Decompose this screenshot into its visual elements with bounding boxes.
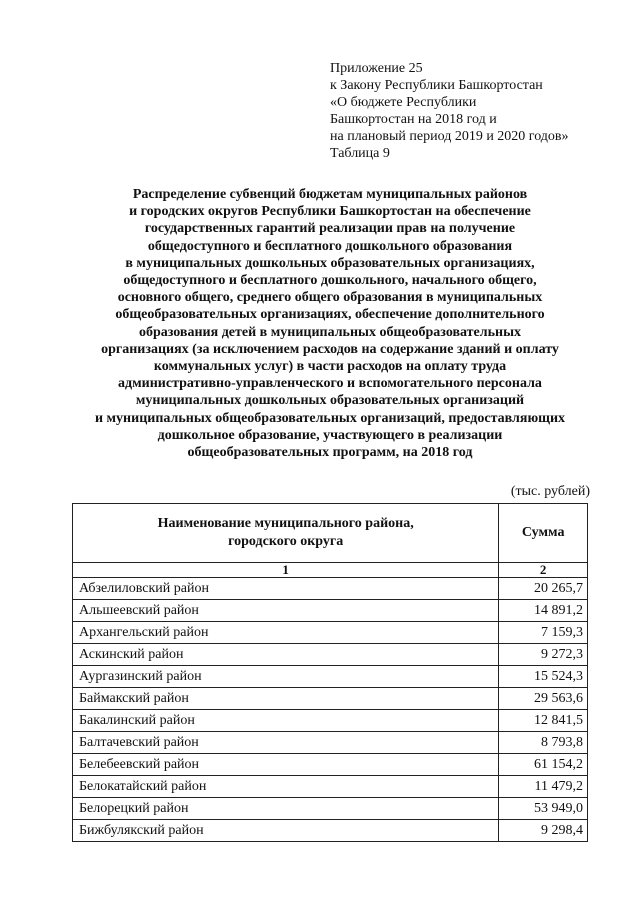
district-name: Белокатайский район bbox=[73, 776, 499, 798]
title-line: в муниципальных дошкольных образовательных организациях, bbox=[125, 255, 535, 271]
district-sum: 9 272,3 bbox=[499, 644, 588, 666]
district-name: Баймакский район bbox=[73, 688, 499, 710]
district-name: Белебеевский район bbox=[73, 754, 499, 776]
document-title bbox=[60, 186, 600, 461]
district-sum: 8 793,8 bbox=[499, 732, 588, 754]
district-name: Архангельский район bbox=[73, 622, 499, 644]
district-name: Абзелиловский район bbox=[73, 578, 499, 600]
table-row bbox=[73, 600, 588, 622]
subvention-table bbox=[72, 503, 588, 842]
district-sum: 53 949,0 bbox=[499, 798, 588, 820]
table-row bbox=[73, 578, 588, 600]
annex-line: на плановый период 2019 и 2020 годов» bbox=[330, 129, 569, 144]
table-row bbox=[73, 710, 588, 732]
district-sum: 12 841,5 bbox=[499, 710, 588, 732]
title-line: муниципальных дошкольных образовательных организаций bbox=[135, 393, 525, 409]
title-line: организациях (за исключением расходов на содержание зданий и оплату bbox=[101, 341, 559, 357]
district-name: Бакалинский район bbox=[73, 710, 499, 732]
annex-line: Башкортостан на 2018 год и bbox=[330, 112, 497, 127]
district-sum: 14 891,2 bbox=[499, 600, 588, 622]
title-line: Распределение субвенций бюджетам муниципальных районов bbox=[132, 187, 528, 202]
district-name: Аскинский район bbox=[73, 644, 499, 666]
district-name: Бижбулякский район bbox=[73, 820, 499, 842]
table-row bbox=[73, 644, 588, 666]
column-number: 2 bbox=[499, 563, 588, 578]
title-line: основного общего, среднего общего образования в муниципальных bbox=[117, 290, 543, 306]
units-label: (тыс. рублей) bbox=[510, 484, 590, 499]
district-sum: 20 265,7 bbox=[499, 578, 588, 600]
table-row bbox=[73, 666, 588, 688]
district-sum: 61 154,2 bbox=[499, 754, 588, 776]
table-row bbox=[73, 820, 588, 842]
title-line: коммунальных услуг) в части расходов на оплату труда bbox=[153, 359, 507, 375]
header-name-line: городского округа bbox=[228, 534, 344, 549]
title-line: общеобразовательных организациях, обеспечение дополнительного bbox=[115, 307, 545, 323]
header-sum-cell: Сумма bbox=[499, 504, 588, 563]
title-line: и муниципальных общеобразовательных организаций, предоставляющих bbox=[94, 410, 566, 426]
table-row bbox=[73, 776, 588, 798]
district-name: Белорецкий район bbox=[73, 798, 499, 820]
district-sum: 9 298,4 bbox=[499, 820, 588, 842]
district-name: Балтачевский район bbox=[73, 732, 499, 754]
title-line: дошкольное образование, участвующего в реализации bbox=[157, 427, 503, 443]
title-line: государственных гарантий реализации прав на получение bbox=[144, 221, 516, 237]
table-header-row bbox=[73, 504, 588, 563]
title-line: административно-управленческого и вспомогательного персонала bbox=[118, 376, 542, 392]
district-sum: 29 563,6 bbox=[499, 688, 588, 710]
district-sum: 7 159,3 bbox=[499, 622, 588, 644]
title-line: общедоступного и бесплатного дошкольного, начального общего, bbox=[123, 273, 537, 289]
annex-block bbox=[330, 60, 630, 162]
title-line: и городских округов Республики Башкортостан на обеспечение bbox=[129, 204, 531, 220]
title-line: общеобразовательных программ, на 2018 год bbox=[187, 445, 473, 461]
district-sum: 15 524,3 bbox=[499, 666, 588, 688]
district-sum: 11 479,2 bbox=[499, 776, 588, 798]
header-name-cell bbox=[73, 504, 499, 563]
table-row bbox=[73, 688, 588, 710]
title-line: образования детей в муниципальных общеобразовательных bbox=[138, 324, 522, 340]
title-line: общедоступного и бесплатного дошкольного образования bbox=[147, 238, 513, 254]
column-number-row bbox=[73, 563, 588, 578]
header-name-line: Наименование муниципального района, bbox=[157, 516, 414, 531]
annex-line: Таблица 9 bbox=[330, 146, 390, 161]
district-name: Аургазинский район bbox=[73, 666, 499, 688]
district-name: Альшеевский район bbox=[73, 600, 499, 622]
annex-line: «О бюджете Республики bbox=[330, 95, 477, 110]
table-row bbox=[73, 622, 588, 644]
table-row bbox=[73, 754, 588, 776]
column-number: 1 bbox=[73, 563, 499, 578]
table-row bbox=[73, 798, 588, 820]
annex-line: к Закону Республики Башкортостан bbox=[330, 78, 543, 93]
annex-line: Приложение 25 bbox=[330, 61, 423, 76]
table-row bbox=[73, 732, 588, 754]
